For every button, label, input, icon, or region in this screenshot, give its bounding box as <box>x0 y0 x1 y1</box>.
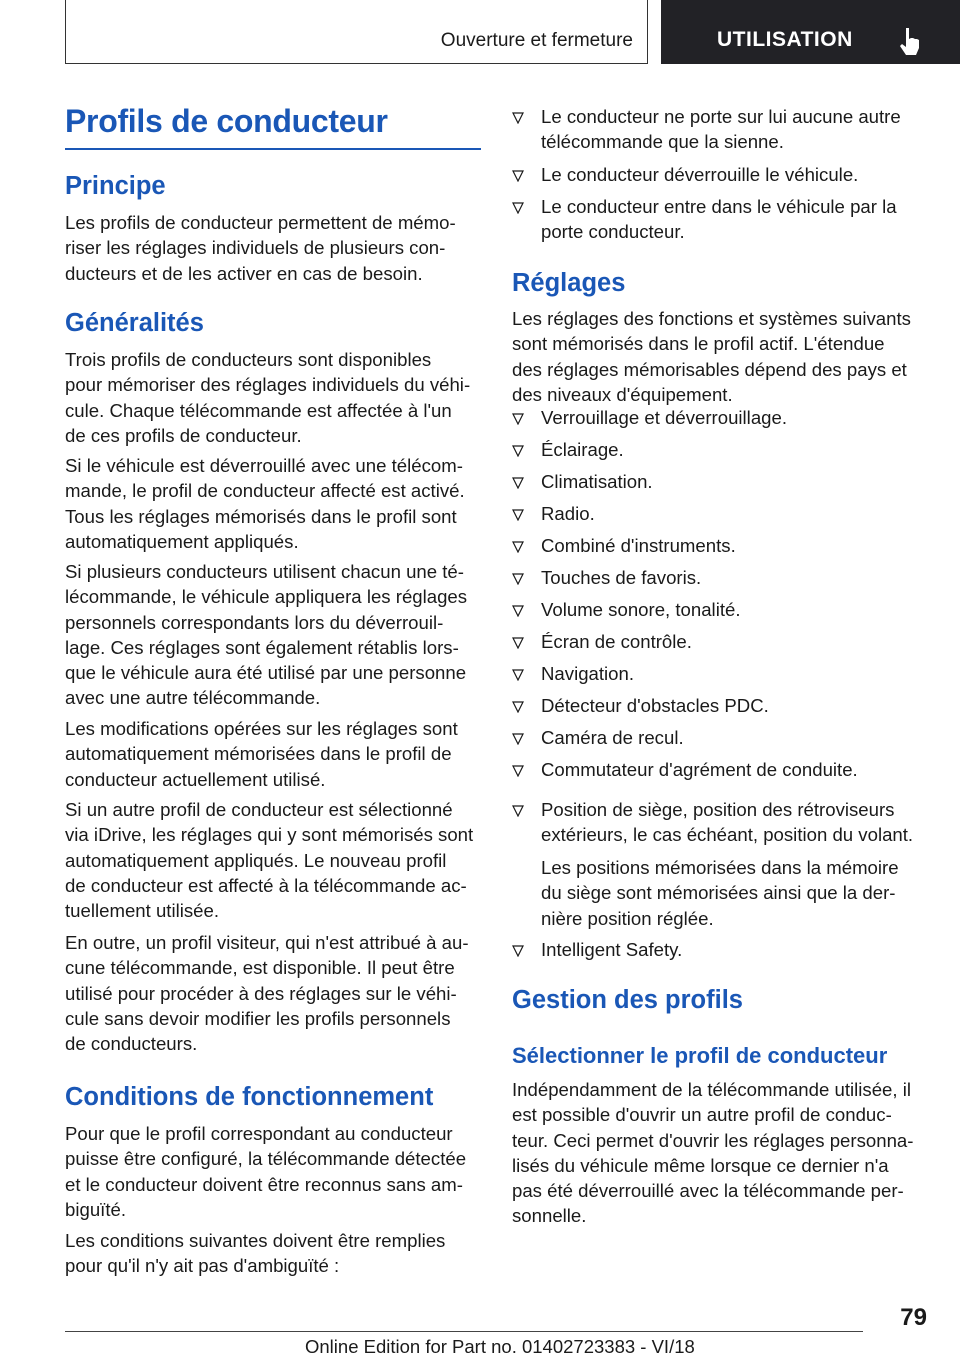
heading-principe: Principe <box>65 172 166 200</box>
paragraph-conditions-2: Les conditions suivantes doivent être remplies pour qu'il n'y ait pas d'ambiguïté : <box>65 1230 446 1277</box>
heading-generalites: Généralités <box>65 309 204 337</box>
triangle-bullet-icon <box>512 669 524 681</box>
triangle-bullet-icon <box>512 605 524 617</box>
page-title: Profils de conducteur <box>65 103 388 139</box>
heading-gestion: Gestion des profils <box>512 986 743 1014</box>
paragraph-selection: Indépendamment de la télécommande utilisée, il est possible d'ouvrir un autre profil de conduc‐ teur. Ceci permet d'ouvrir les réglages personna‐ lisés du véhicule même lorsque ce dernier n'a pas été déverrouillé avec la télécommande per‐ sonnelle. <box>512 1079 914 1227</box>
position-note: Les positions mémorisées dans la mémoire du siège sont mémorisées ainsi que la der‐ nière position réglée. <box>541 857 899 929</box>
triangle-bullet-icon <box>512 170 524 182</box>
triangle-bullet-icon <box>512 701 524 713</box>
pointing-hand-icon <box>897 26 923 56</box>
triangle-bullet-icon <box>512 445 524 457</box>
triangle-bullet-icon <box>512 945 524 957</box>
heading-selection: Sélectionner le profil de conducteur <box>512 1043 888 1068</box>
triangle-bullet-icon <box>512 573 524 585</box>
heading-reglages: Réglages <box>512 269 626 297</box>
triangle-bullet-icon <box>512 509 524 521</box>
header-section-box <box>65 0 648 64</box>
page-number: 79 <box>900 1304 927 1331</box>
paragraph-generalites-3: Si plusieurs conducteurs utilisent chacun une té‐ lécommande, le véhicule appliquera les réglages personnels correspondants lors du déverrouil‐ lage. Ces réglages sont également rétablis lors‐ que le véhicule aura été utilisé par une personne avec une autre télécommande. <box>65 561 468 709</box>
heading-conditions: Conditions de fonctionnement <box>65 1083 434 1111</box>
triangle-bullet-icon <box>512 541 524 553</box>
triangle-bullet-icon <box>512 733 524 745</box>
paragraph-principe: Les profils de conducteur permettent de mémo‐ riser les réglages individuels de plusieurs con‐ ducteurs et de les activer en cas de besoin. <box>65 212 456 284</box>
paragraph-reglages: Les réglages des fonctions et systèmes suivants sont mémorisés dans le profil actif. L'étendue des réglages mémorisables dépend des pays et des niveaux d'équipement. <box>512 308 911 405</box>
triangle-bullet-icon <box>512 805 524 817</box>
paragraph-generalites-6: En outre, un profil visiteur, qui n'est attribué à au‐ cune télécommande, est disponible. Il peut être utilisé pour procéder à des réglages sur le véhi‐ cule sans devoir modifier les profils personnels de conducteurs. <box>65 932 469 1055</box>
paragraph-generalites-2: Si le véhicule est déverrouillé avec une télécom‐ mande, le profil de conducteur affecté est activé. Tous les réglages mémorisés dans le profil sont automatiquement appliqués. <box>65 455 465 552</box>
header-section-title: Ouverture et fermeture <box>440 30 633 51</box>
paragraph-generalites-4: Les modifications opérées sur les réglages sont automatiquement mémorisées dans le profil de conducteur actuellement utilisé. <box>65 718 458 790</box>
triangle-bullet-icon <box>512 477 524 489</box>
triangle-bullet-icon <box>512 202 524 214</box>
triangle-bullet-icon <box>512 765 524 777</box>
paragraph-generalites-5: Si un autre profil de conducteur est sélectionné via iDrive, les réglages qui y sont mémorisés sont automatiquement appliqués. Le nouveau profil de conducteur est affecté à la télécommande ac‐ tuellement utilisée. <box>65 799 474 922</box>
footer-divider <box>65 1331 863 1332</box>
header-chapter-tab[interactable] <box>661 0 960 64</box>
triangle-bullet-icon <box>512 413 524 425</box>
paragraph-generalites-1: Trois profils de conducteurs sont disponibles pour mémoriser des réglages individuels du véhi‐ cule. Chaque télécommande est affectée à l'un de ces profils de conducteur. <box>65 349 471 446</box>
title-divider <box>65 148 481 150</box>
triangle-bullet-icon <box>512 637 524 649</box>
paragraph-conditions-1-body: Pour que le profil correspondant au conducteur puisse être configuré, la télécommande détectée et le conducteur doivent être reconnus sans am‐ biguïté. <box>65 1123 467 1220</box>
header-chapter-title: UTILISATION <box>717 28 853 51</box>
triangle-bullet-icon <box>512 112 524 124</box>
footer-edition: Online Edition for Part no. 01402723383 - VI/18 <box>305 1336 695 1357</box>
